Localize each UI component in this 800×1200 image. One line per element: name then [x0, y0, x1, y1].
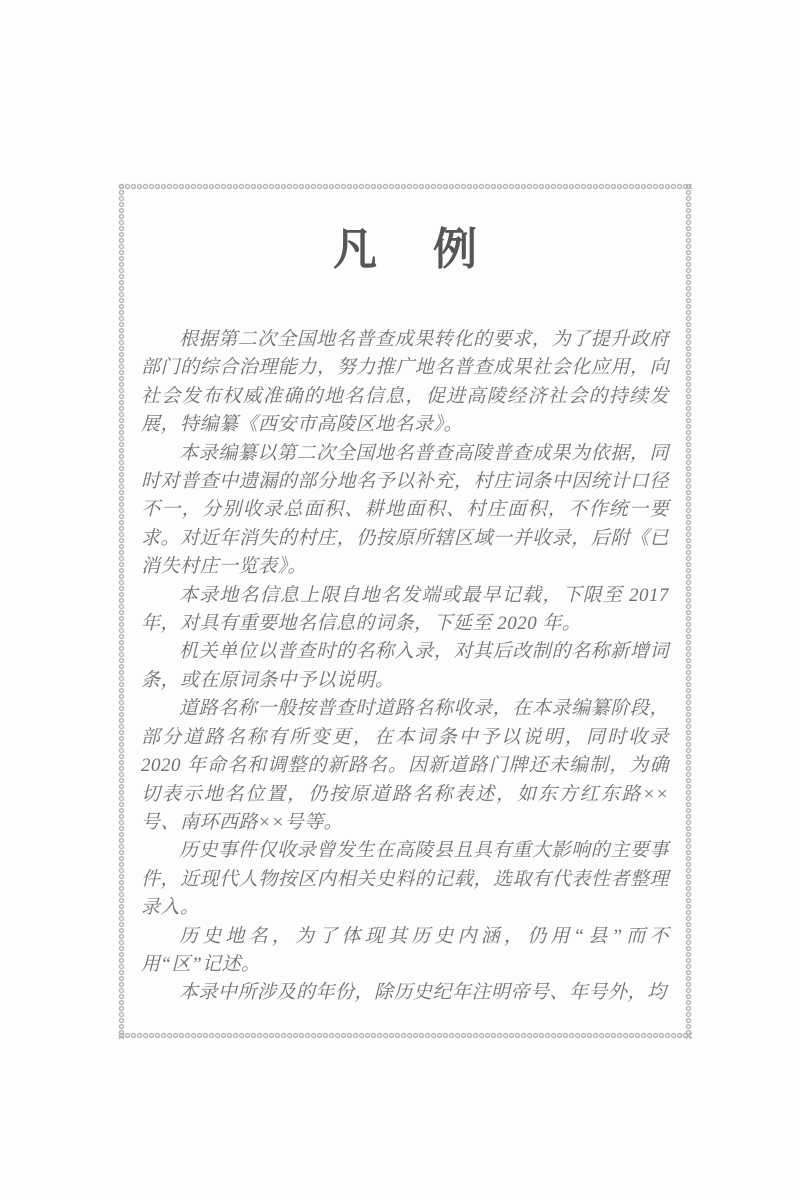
paragraph-1: 根据第二次全国地名普查成果转化的要求，为了提升政府部门的综合治理能力，努力推广地名普查成果社会化应用，向社会发布权威准确的地名信息，促进高陵经济社会的持续发展，特编纂《西安市高陵区地名录》。: [141, 329, 669, 436]
border-bottom-chain: [118, 1032, 692, 1039]
paragraph-3: 本录地名信息上限自地名发端或最早记载，下限至 2017 年，对具有重要地名信息的词条，下延至 2020 年。: [141, 584, 669, 635]
paragraph-6: 历史事件仅收录曾发生在高陵县且具有重大影响的主要事件，近现代人物按区内相关史料的记载，选取有代表性者整理录入。: [141, 840, 669, 919]
paragraph-7: 历史地名，为了体现其历史内涵，仍用“县”而不用“区”记述。: [141, 925, 669, 975]
border-left-chain: [118, 183, 125, 1039]
paragraph-block: [141, 326, 669, 1008]
border-right-chain: [685, 183, 692, 1039]
paragraph-2: 本录编纂以第二次全国地名普查高陵普查成果为依据，同时对普查中遗漏的部分地名予以补充，村庄词条中因统计口径不一，分别收录总面积、耕地面积、村庄面积，不作统一要求。对近年消失的村庄，仍按原所辖区域一并收录，后附《已消失村庄一览表》。: [141, 442, 669, 578]
paragraph-8: 本录中所涉及的年份，除历史纪年注明帝号、年号外，均: [179, 982, 667, 1004]
paragraph-4: 机关单位以普查时的名称入录，对其后改制的名称新增词条，或在原词条中予以说明。: [141, 641, 669, 691]
page-title: 凡 例: [333, 225, 483, 274]
page-content: [141, 183, 669, 1008]
decorative-border-frame: [118, 183, 692, 1039]
paragraph-5: 道路名称一般按普查时道路名称收录，在本录编纂阶段，部分道路名称有所变更，在本词条中予以说明，同时收录 2020 年命名和调整的新路名。因新道路门牌还未编制，为确切表示地名位置，仍按原道路名称表述，如东方红东路××号、南环西路××号等。: [141, 698, 669, 833]
